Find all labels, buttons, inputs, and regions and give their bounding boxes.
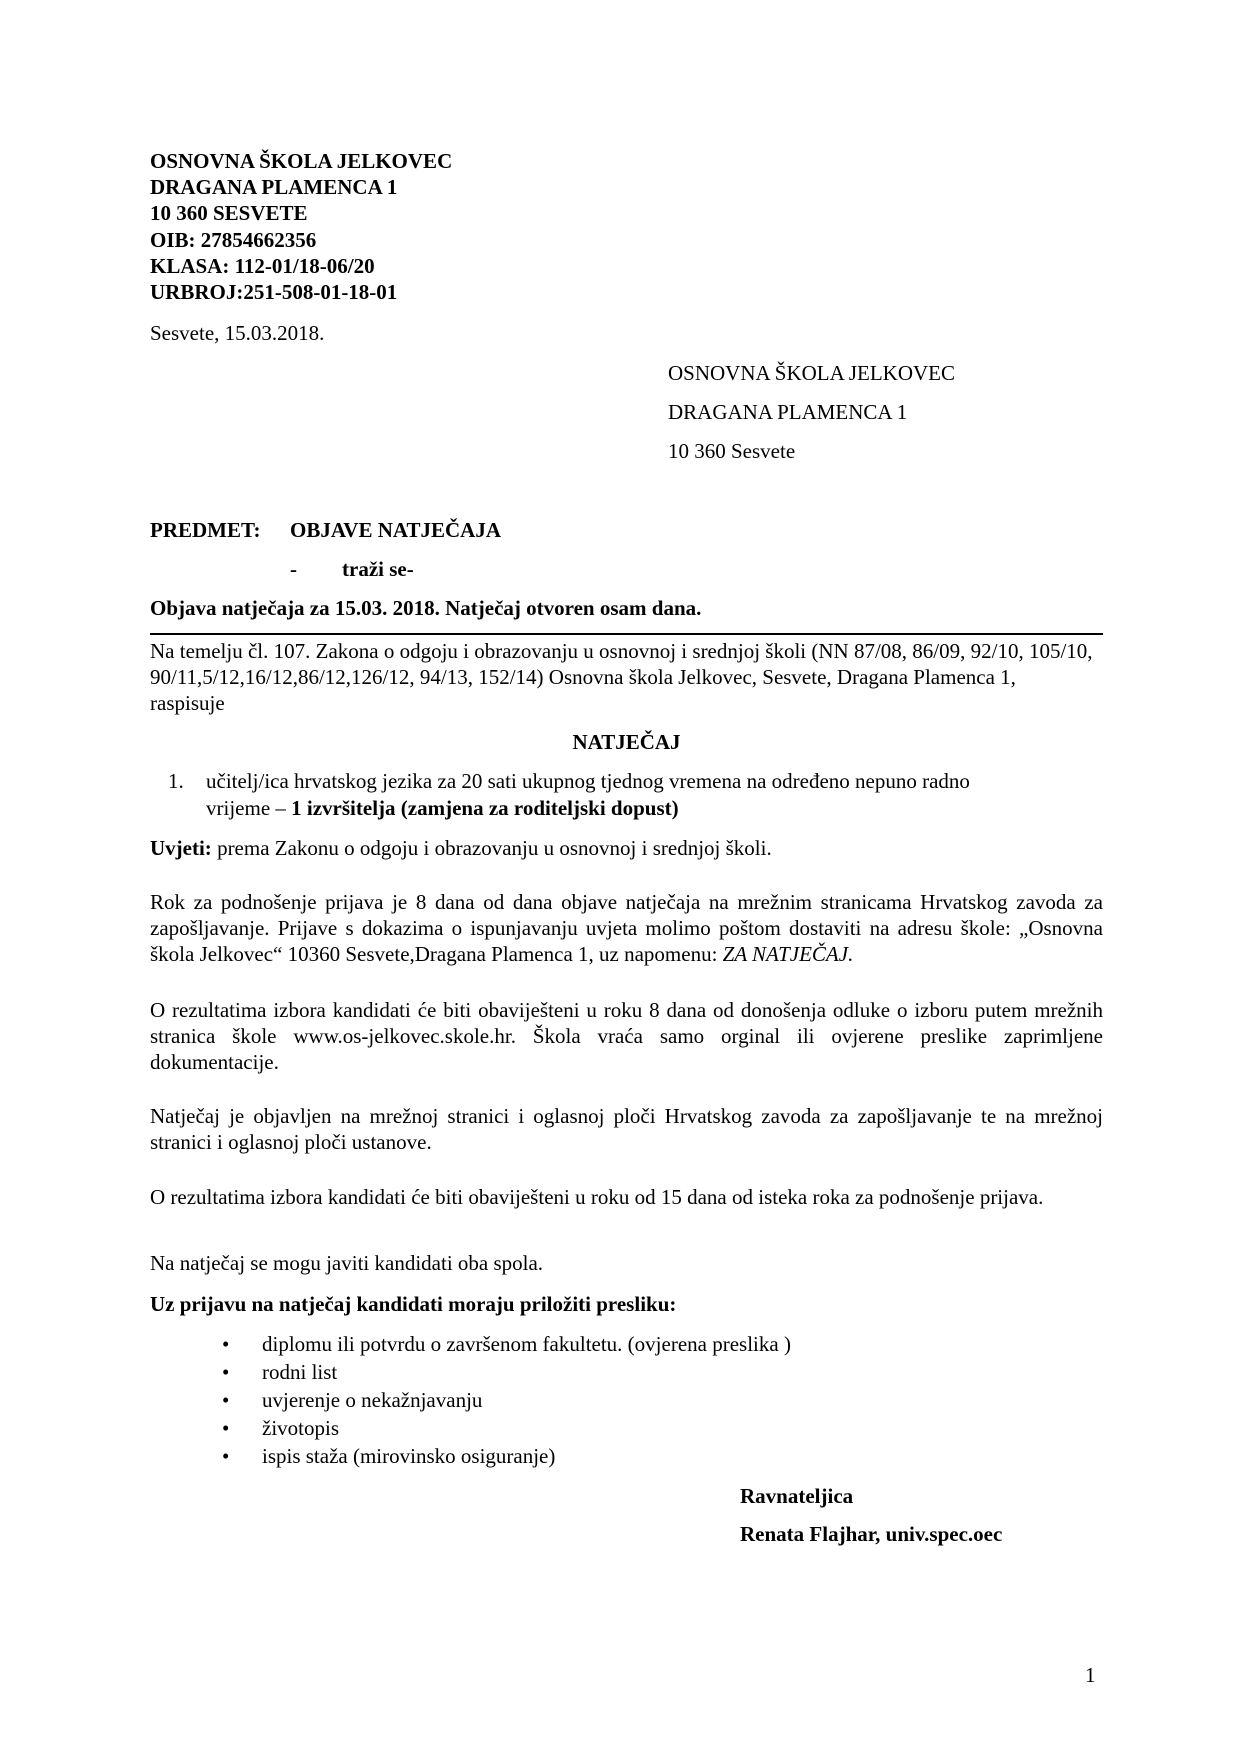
- list-item-text: uvjerenje o nekažnjavanju: [262, 1388, 483, 1412]
- conditions-text: prema Zakonu o odgoju i obrazovanju u osnovnoj i srednjoj školi.: [211, 836, 772, 860]
- gender-line: Na natječaj se mogu javiti kandidati oba spola.: [150, 1251, 544, 1275]
- publication-line: Objava natječaja za 15.03. 2018. Natječaj otvoren osam dana.: [150, 596, 702, 620]
- sender-klasa: KLASA: 112-01/18-06/20: [150, 254, 375, 278]
- place-date: Sesvete, 15.03.2018.: [150, 321, 325, 345]
- bullet-icon: •: [222, 1360, 230, 1384]
- recipient-street: DRAGANA PLAMENCA 1: [668, 400, 908, 424]
- position-text: učitelj/ica hrvatskog jezika za 20 sati ukupnog tjednog vremena na određeno nepuno radno: [206, 769, 970, 793]
- results-paragraph-1: O rezultatima izbora kandidati će biti obaviješteni u roku 8 dana od donošenja odluke o izboru putem mrežnih stranica škole www.os-jelkovec.skole.hr. Škola vraća samo orginal ili ovjerene preslike zaprimljene dokumentacije.: [150, 998, 1103, 1074]
- sender-oib: OIB: 27854662356: [150, 228, 317, 252]
- subject-label: PREDMET:: [150, 518, 261, 542]
- list-item-text: životopis: [262, 1416, 339, 1440]
- page-number: 1: [1085, 1663, 1096, 1687]
- bullet-icon: •: [222, 1332, 230, 1356]
- bullet-icon: •: [222, 1388, 230, 1412]
- sender-urbroj: URBROJ:251-508-01-18-01: [150, 280, 398, 304]
- position-number: 1.: [168, 769, 184, 793]
- list-item-text: diplomu ili potvrdu o završenom fakultetu. (ovjerena preslika ): [262, 1332, 791, 1356]
- deadline-text: Rok za podnošenje prijava je 8 dana od dana objave natječaja na mrežnim stranicama Hrvatskog zavoda za zapošljavanje. Prijave s dokazima o ispunjavanju uvjeta molimo poštom dostaviti na adresu škole: „Osnovna škola Jelkovec“ 10360 Sesvete,Dragana Plamenca 1, uz napomenu:: [150, 890, 1103, 966]
- separator-line: [150, 633, 1103, 635]
- results-paragraph-2: O rezultatima izbora kandidati će biti obaviješteni u roku od 15 dana od isteka roka za podnošenje prijava.: [150, 1185, 1044, 1209]
- recipient-city: 10 360 Sesvete: [668, 439, 796, 463]
- deadline-note: ZA NATJEČAJ.: [722, 942, 854, 966]
- conditions-label: Uvjeti:: [150, 836, 212, 860]
- conditions: [150, 835, 772, 861]
- intro-paragraph: Na temelju čl. 107. Zakona o odgoju i obrazovanju u osnovnoj i srednjoj školi (NN 87/08, 86/09, 92/10, 105/10, 90/11,5/12,16/12,86/12,126/12, 94/13, 152/14) Osnovna škola Jelkovec, Sesvete, Dragana Plamenca 1, raspisuje: [150, 639, 1093, 715]
- natjecaj-title: NATJEČAJ: [572, 730, 681, 754]
- subject-dash: -: [290, 557, 297, 581]
- attachments-heading: Uz prijavu na natječaj kandidati moraju priložiti presliku:: [150, 1292, 677, 1316]
- position-detail: [206, 795, 679, 821]
- position-bold: 1 izvršitelja (zamjena za roditeljski dopust): [291, 796, 679, 820]
- subject-text: OBJAVE NATJEČAJA: [290, 518, 502, 542]
- recipient-name: OSNOVNA ŠKOLA JELKOVEC: [668, 361, 956, 385]
- position-text-cont: vrijeme –: [206, 796, 292, 820]
- signature-name: Renata Flajhar, univ.spec.oec: [740, 1522, 1003, 1546]
- bullet-icon: •: [222, 1416, 230, 1440]
- sender-street: DRAGANA PLAMENCA 1: [150, 175, 398, 199]
- sender-city: 10 360 SESVETE: [150, 201, 308, 225]
- bullet-icon: •: [222, 1444, 230, 1468]
- published-paragraph: Natječaj je objavljen na mrežnoj stranici i oglasnoj ploči Hrvatskog zavoda za zapošljavanje te na mrežnoj stranici i oglasnoj ploči ustanove.: [150, 1104, 1103, 1154]
- subject-sub: traži se-: [342, 557, 414, 581]
- sender-school-name: OSNOVNA ŠKOLA JELKOVEC: [150, 149, 453, 173]
- deadline-paragraph: [150, 889, 1103, 967]
- list-item-text: ispis staža (mirovinsko osiguranje): [262, 1444, 556, 1468]
- list-item-text: rodni list: [262, 1360, 338, 1384]
- signature-title: Ravnateljica: [740, 1484, 854, 1508]
